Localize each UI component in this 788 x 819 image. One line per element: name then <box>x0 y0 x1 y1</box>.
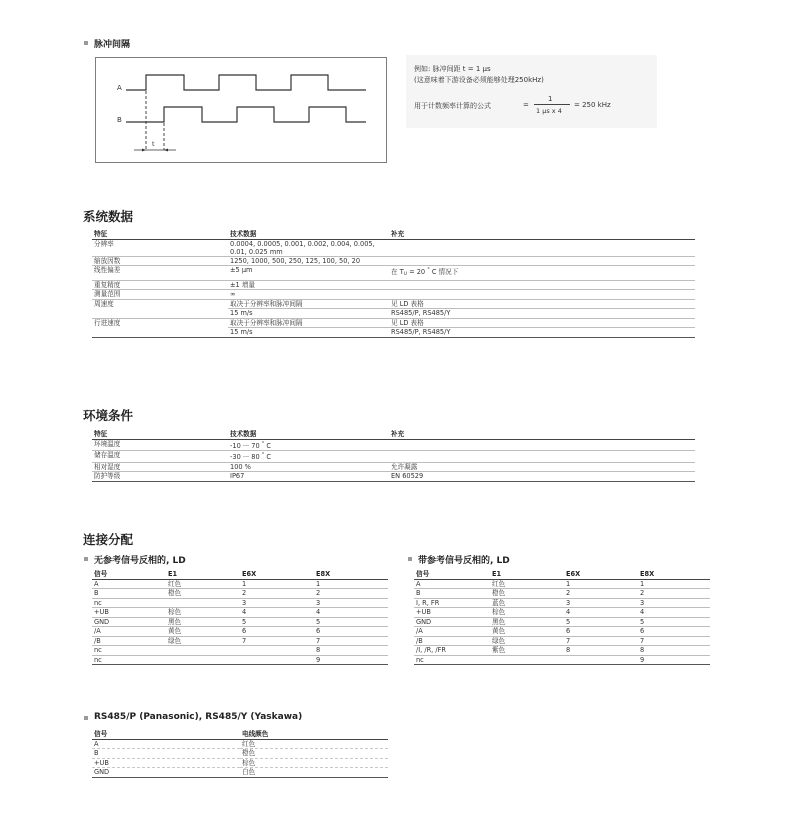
table-row: /A 黄色 6 6 <box>92 627 388 637</box>
table-row: A 红色 1 1 <box>92 579 388 589</box>
column-header: E6X <box>240 570 314 579</box>
table-row: /B 绿色 7 7 <box>414 636 710 646</box>
pulse-waveform <box>96 58 388 164</box>
table-row: 环境温度 -10 ··· 70 ° C <box>92 439 695 451</box>
table-row: A 红色 1 1 <box>414 579 710 589</box>
table-row: /A 黄色 6 6 <box>414 627 710 637</box>
column-header: 信号 <box>92 570 166 579</box>
formula-numerator: 1 <box>548 95 553 103</box>
example-line: 例如: 脉冲间距 t = 1 μs <box>414 65 491 73</box>
table-row: 缩放因数 1250, 1000, 500, 250, 125, 100, 50, 20 <box>92 256 695 266</box>
environment-table <box>92 430 695 482</box>
table-row: GND 黑色 5 5 <box>92 617 388 627</box>
pulse-diagram <box>95 57 387 163</box>
table-row: 周速度 取决于分辨率和脉冲间隔 见 LD 表格 <box>92 299 695 309</box>
column-header: E1 <box>166 570 240 579</box>
rs485-table <box>92 730 388 778</box>
table-row: 行进速度 取决于分辨率和脉冲间隔 见 LD 表格 <box>92 318 695 328</box>
table-row: 15 m/s RS485/P, RS485/Y <box>92 309 695 319</box>
column-header: 特征 <box>92 230 228 239</box>
table-row: GND 白色 <box>92 768 388 778</box>
table-row: B 橙色 <box>92 749 388 759</box>
column-header: 信号 <box>414 570 490 579</box>
system-data-title: 系统数据 <box>83 209 134 224</box>
column-header: 补充 <box>389 430 695 439</box>
no-reference-title: 无参考信号反相的, LD <box>94 556 186 566</box>
table-row: 测量范围 ∞ <box>92 290 695 300</box>
rs485-title: RS485/P (Panasonic), RS485/Y (Yaskawa) <box>94 712 303 722</box>
table-row: 15 m/s RS485/P, RS485/Y <box>92 328 695 338</box>
table-row: A 红色 <box>92 739 388 749</box>
fraction-bar <box>534 104 570 105</box>
column-header: 技术数据 <box>228 430 389 439</box>
column-header: E8X <box>638 570 710 579</box>
formula-denominator: 1 μs x 4 <box>536 107 562 115</box>
table-row: +UB 棕色 4 4 <box>92 608 388 618</box>
formula-equals: = <box>523 101 529 109</box>
t-dimension-label: t <box>152 140 155 148</box>
column-header: E1 <box>490 570 564 579</box>
column-header: E8X <box>314 570 388 579</box>
table-row: GND 黑色 5 5 <box>414 617 710 627</box>
table-row: /B 绿色 7 7 <box>92 636 388 646</box>
channel-b-label: B <box>117 116 122 124</box>
channel-b-waveform <box>126 107 366 122</box>
table-row: 分辨率 0.0004, 0.0005, 0.001, 0.002, 0.004, 0.005, 0.01, 0.025 mm <box>92 239 695 256</box>
column-header: 技术数据 <box>228 230 389 239</box>
table-row: 储存温度 -30 ··· 80 ° C <box>92 451 695 463</box>
table-row: B 橙色 2 2 <box>414 589 710 599</box>
pulse-example-box <box>406 55 657 128</box>
with-reference-title: 带参考信号反相的, LD <box>418 556 510 566</box>
table-row: 重复精度 ±1 增量 <box>92 280 695 290</box>
column-header: 特征 <box>92 430 228 439</box>
column-header: E6X <box>564 570 638 579</box>
table-row: /I, /R, /FR 紫色 8 8 <box>414 646 710 656</box>
column-header: 补充 <box>389 230 695 239</box>
table-row: 线性偏差 ±5 μm 在 $T_U = 20$ ° C 情况下 <box>92 266 695 281</box>
channel-a-label: A <box>117 84 122 92</box>
table-row: +UB 棕色 <box>92 758 388 768</box>
table-row: I, R, FR 蓝色 3 3 <box>414 598 710 608</box>
with-reference-table <box>414 570 710 665</box>
table-row: 相对湿度 100 % 允许凝露 <box>92 462 695 472</box>
environment-title: 环境条件 <box>83 408 134 423</box>
column-header: 电线颜色 <box>240 730 388 739</box>
system-data-table <box>92 230 695 338</box>
formula-label: 用于计数频率计算的公式 <box>414 102 491 110</box>
channel-a-waveform <box>126 75 366 90</box>
connection-title: 连接分配 <box>83 532 134 547</box>
table-row: nc 3 3 <box>92 598 388 608</box>
pulse-section-title: 脉冲间隔 <box>94 40 131 50</box>
table-row: +UB 棕色 4 4 <box>414 608 710 618</box>
formula-result: = 250 kHz <box>574 101 611 109</box>
column-header: 信号 <box>92 730 240 739</box>
bullet-marker <box>84 716 88 720</box>
no-reference-table <box>92 570 388 665</box>
example-note: (这意味着下游设备必须能够处理250kHz) <box>414 76 544 84</box>
bullet-marker <box>84 557 88 561</box>
table-row: nc 8 <box>92 646 388 656</box>
table-row: nc 9 <box>414 655 710 665</box>
table-row: B 橙色 2 2 <box>92 589 388 599</box>
bullet-marker <box>84 41 88 45</box>
table-row: 防护等级 IP67 EN 60529 <box>92 472 695 482</box>
table-row: nc 9 <box>92 655 388 665</box>
bullet-marker <box>408 557 412 561</box>
